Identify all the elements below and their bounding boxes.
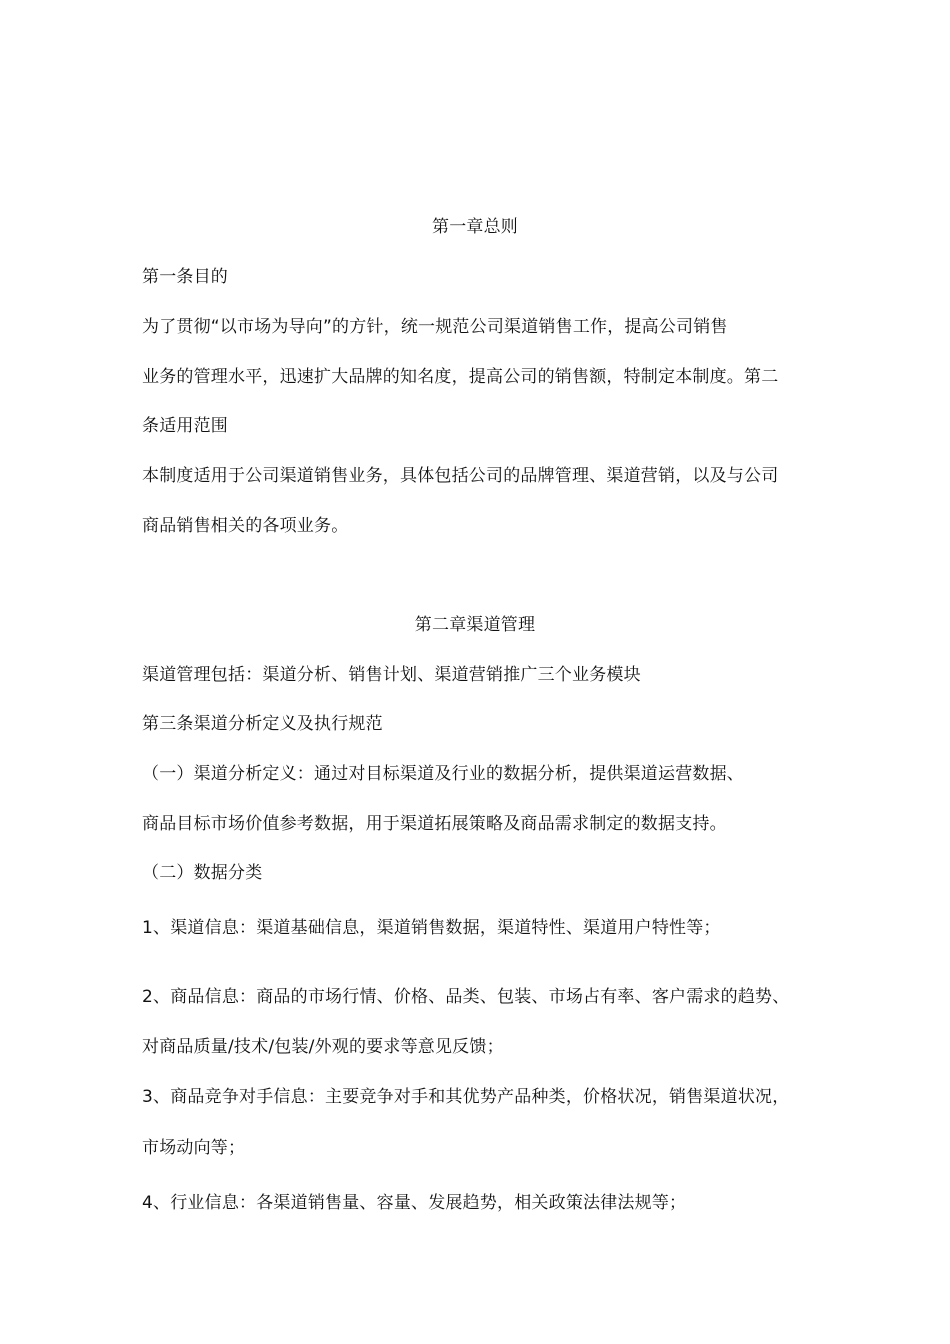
- chapter1-title: 第一章总则: [432, 217, 518, 237]
- purpose-paragraph-line: 条适用范围: [142, 416, 228, 436]
- list-item-continuation: 对商品质量/技术/包装/外观的要求等意见反馈；: [142, 1037, 504, 1057]
- list-item-continuation: 市场动向等；: [142, 1138, 246, 1158]
- chapter2-intro: 渠道管理包括：渠道分析、销售计划、渠道营销推广三个业务模块: [142, 665, 641, 685]
- definition-line: （一）渠道分析定义：通过对目标渠道及行业的数据分析，提供渠道运营数据、: [142, 764, 744, 784]
- article1-heading: 第一条目的: [142, 267, 228, 287]
- data-class-heading: （二）数据分类: [142, 863, 263, 883]
- purpose-paragraph-line: 为了贯彻“以市场为导向”的方针，统一规范公司渠道销售工作，提高公司销售: [142, 317, 728, 337]
- article3-heading: 第三条渠道分析定义及执行规范: [142, 714, 383, 734]
- list-item: 3、商品竞争对手信息：主要竞争对手和其优势产品种类，价格状况，销售渠道状况，: [142, 1087, 790, 1107]
- scope-paragraph-line: 商品销售相关的各项业务。: [142, 516, 349, 536]
- list-item: 4、行业信息：各渠道销售量、容量、发展趋势，相关政策法律法规等；: [142, 1193, 687, 1213]
- purpose-paragraph-line: 业务的管理水平，迅速扩大品牌的知名度，提高公司的销售额，特制定本制度。第二: [142, 367, 779, 387]
- scope-paragraph-line: 本制度适用于公司渠道销售业务，具体包括公司的品牌管理、渠道营销，以及与公司: [142, 466, 779, 486]
- definition-line: 商品目标市场价值参考数据，用于渠道拓展策略及商品需求制定的数据支持。: [142, 814, 727, 834]
- chapter2-title: 第二章渠道管理: [414, 615, 536, 635]
- list-item: 1、渠道信息：渠道基础信息，渠道销售数据，渠道特性、渠道用户特性等；: [142, 918, 721, 938]
- list-item: 2、商品信息：商品的市场行情、价格、品类、包装、市场占有率、客户需求的趋势、: [142, 987, 790, 1007]
